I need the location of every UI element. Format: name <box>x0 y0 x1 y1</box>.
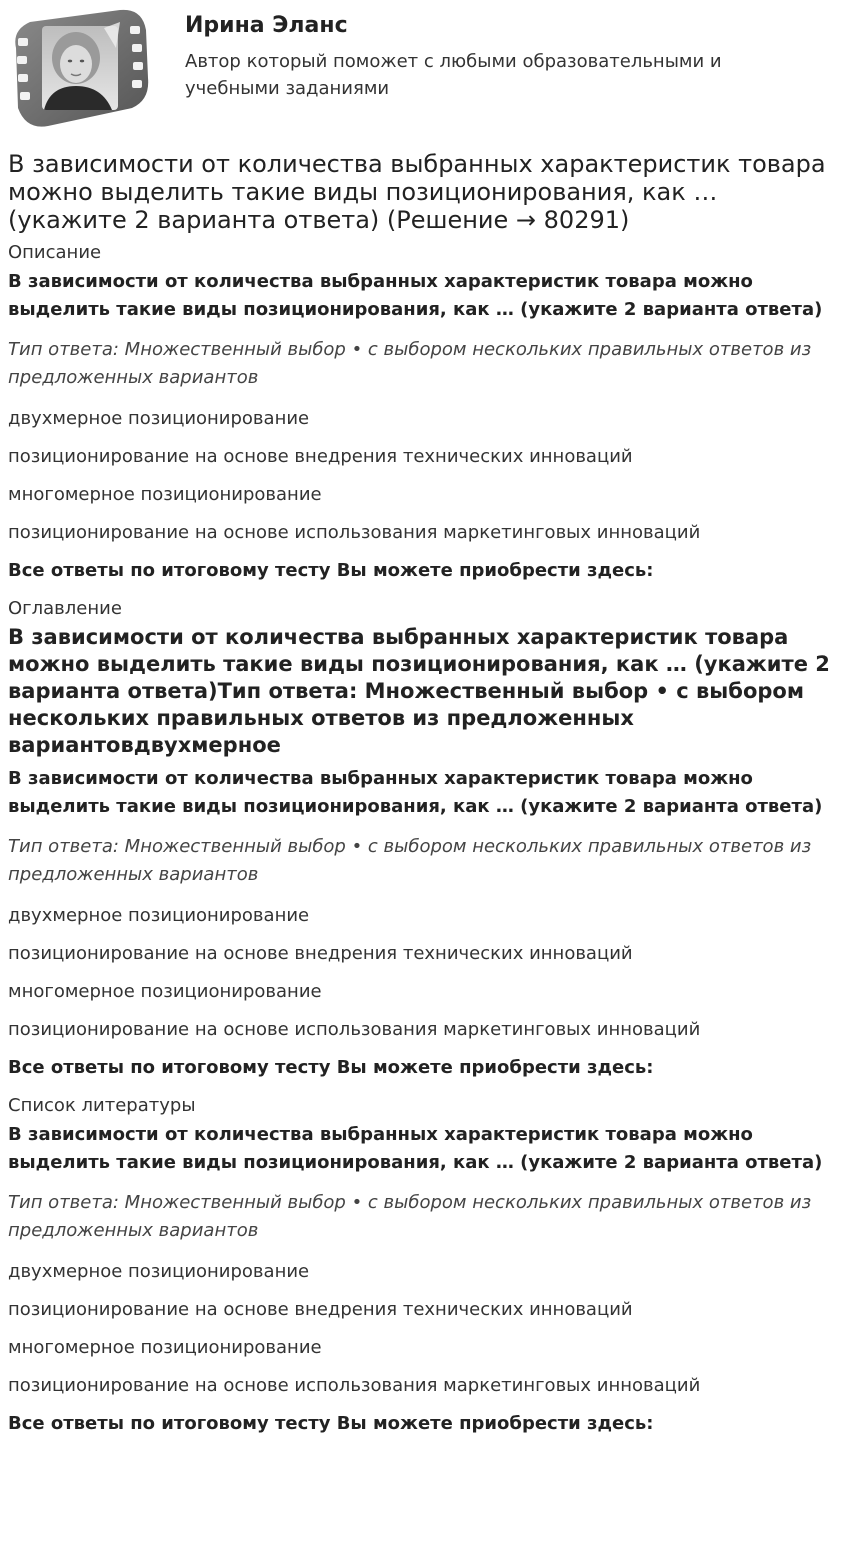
description-label: Описание <box>8 242 102 263</box>
toc-section <box>8 598 839 1079</box>
toc-heading: В зависимости от количества выбранных характеристик товара можно выделить такие виды позиционирования, как … (укажите 2 варианта ответа)Тип ответа: Множественный выбор • с выбором нескольких правильных ответов из предложенных вариантовдвухмерное <box>8 625 830 757</box>
option-item: позиционирование на основе использования маркетинговых инноваций <box>8 1375 701 1396</box>
option-item: позиционирование на основе внедрения технических инноваций <box>8 943 633 964</box>
literature-section <box>8 1095 839 1435</box>
description-section <box>8 242 839 582</box>
option-item: многомерное позиционирование <box>8 1337 322 1358</box>
author-header <box>8 0 839 128</box>
avatar-film-frame-icon <box>8 8 150 128</box>
question-text: В зависимости от количества выбранных характеристик товара можно выделить такие виды позиционирования, как … (укажите 2 варианта ответа) <box>8 271 823 320</box>
answer-type: Тип ответа: Множественный выбор • с выбором нескольких правильных ответов из предложенных вариантов <box>8 836 812 885</box>
author-info <box>185 8 805 102</box>
answer-type: Тип ответа: Множественный выбор • с выбором нескольких правильных ответов из предложенных вариантов <box>8 339 812 388</box>
author-description: Автор который поможет с любыми образовательными и учебными заданиями <box>185 51 722 99</box>
option-item: двухмерное позиционирование <box>8 905 310 926</box>
author-name[interactable]: Ирина Эланс <box>185 13 348 38</box>
question-text: В зависимости от количества выбранных характеристик товара можно выделить такие виды позиционирования, как … (укажите 2 варианта ответа) <box>8 1124 823 1173</box>
page-title: В зависимости от количества выбранных характеристик товара можно выделить такие виды позиционирования, как … (укажите 2 варианта ответа) (Решение → 80291) <box>8 150 826 234</box>
option-item: позиционирование на основе внедрения технических инноваций <box>8 1299 633 1320</box>
literature-label: Список литературы <box>8 1095 196 1116</box>
question-text: В зависимости от количества выбранных характеристик товара можно выделить такие виды позиционирования, как … (укажите 2 варианта ответа) <box>8 768 823 817</box>
answer-type: Тип ответа: Множественный выбор • с выбором нескольких правильных ответов из предложенных вариантов <box>8 1192 812 1241</box>
option-item: позиционирование на основе использования маркетинговых инноваций <box>8 1019 701 1040</box>
all-answers-text: Все ответы по итоговому тесту Вы можете приобрести здесь: <box>8 560 654 581</box>
option-item: многомерное позиционирование <box>8 484 322 505</box>
all-answers-text: Все ответы по итоговому тесту Вы можете приобрести здесь: <box>8 1057 654 1078</box>
option-item: многомерное позиционирование <box>8 981 322 1002</box>
avatar[interactable] <box>8 8 150 128</box>
toc-label: Оглавление <box>8 598 122 619</box>
option-item: позиционирование на основе использования маркетинговых инноваций <box>8 522 701 543</box>
option-item: позиционирование на основе внедрения технических инноваций <box>8 446 633 467</box>
option-item: двухмерное позиционирование <box>8 408 310 429</box>
all-answers-text: Все ответы по итоговому тесту Вы можете приобрести здесь: <box>8 1413 654 1434</box>
option-item: двухмерное позиционирование <box>8 1261 310 1282</box>
